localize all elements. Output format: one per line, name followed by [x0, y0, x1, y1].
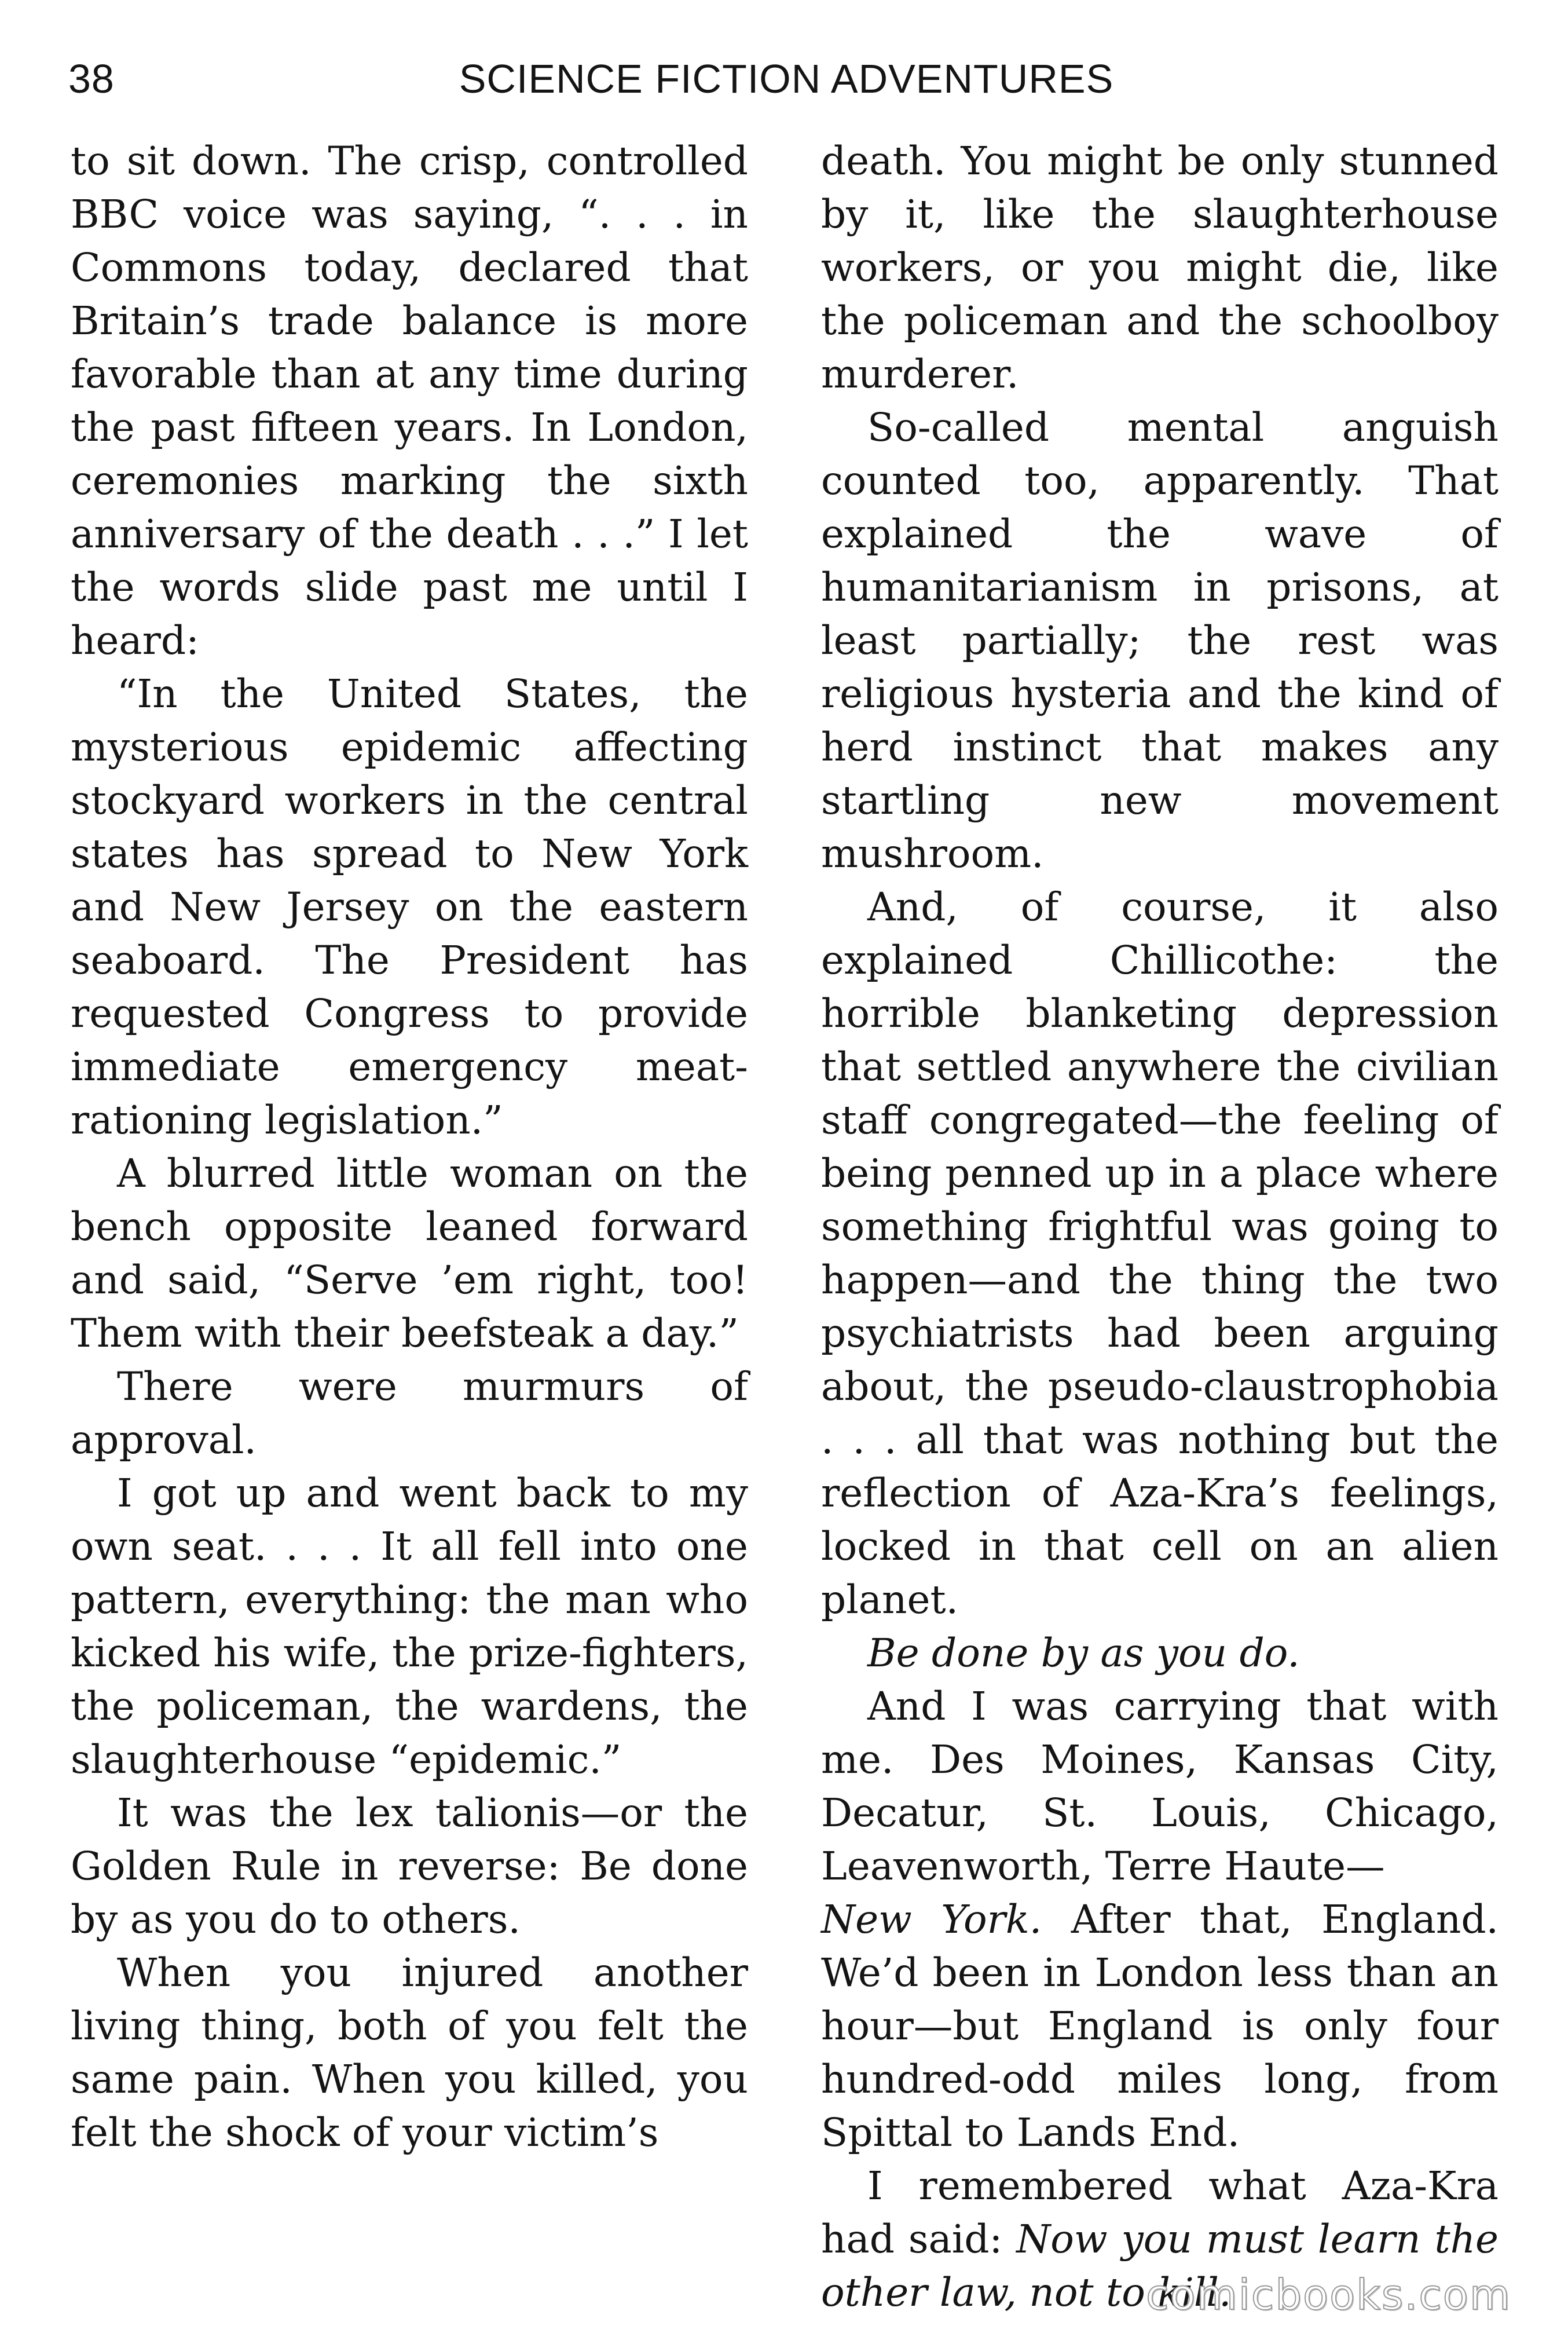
paragraph: “In the United States, the mysterious epidemic affecting stockyard workers in the central states has spread to New York and New Jersey on the eastern seaboard. The President has requested Congress to provide immediate emergency meat-rationing legislation.”	[71, 671, 748, 1143]
right-column	[821, 134, 1499, 2319]
page-number: 38	[68, 56, 115, 101]
italic-text: Now you must learn the other law, not to kill.	[821, 2216, 1499, 2315]
watermark: comicbooks.com	[1145, 2270, 1511, 2319]
running-title: SCIENCE FICTION ADVENTURES	[459, 56, 1114, 101]
italic-text: New York.	[821, 1896, 1042, 1942]
paragraph: It was the lex talionis—or the Golden Rule in reverse: Be done by as you do to others.	[71, 1790, 748, 1942]
paragraph: death. You might be only stunned by it, like the slaughterhouse workers, or you might die, like the policeman and the schoolboy murderer.	[821, 138, 1499, 397]
paragraph: I got up and went back to my own seat. . . . It all fell into one pattern, everything: the man who kicked his wife, the prize-fighters, the policeman, the wardens, the slaughterhouse “epidemic.”	[71, 1470, 748, 1782]
italic-paragraph: Be done by as you do.	[867, 1630, 1300, 1676]
page-header	[68, 56, 1504, 119]
paragraph: A blurred little woman on the bench opposite leaned forward and said, “Serve ’em right, too! Them with their beefsteak a day.”	[71, 1150, 748, 1356]
paragraph: When you injured another living thing, both of you felt the same pain. When you killed, you felt the shock of your victim’s	[71, 1950, 748, 2155]
paragraph: And, of course, it also explained Chillicothe: the horrible blanketing depression that settled anywhere the civilian staff congregated—the feeling of being penned up in a place where something frightful was going to happen—and the thing the two psychiatrists had been arguing about, the pseudo-claustrophobia . . . all that was nothing but the reflection of Aza-Kra’s feelings, locked in that cell on an alien planet.	[821, 884, 1499, 1622]
paragraph	[821, 1893, 1499, 2159]
text: After that, England. We’d been in London less than an hour—but England is only four hundred-odd miles long, from Spittal to Lands End.	[821, 1896, 1499, 2155]
paragraph: There were murmurs of approval.	[71, 1363, 748, 1462]
paragraph: So-called mental anguish counted too, apparently. That explained the wave of humanitarianism in prisons, at least partially; the rest was religious hysteria and the kind of herd instinct that makes any startling new movement mushroom.	[821, 404, 1499, 876]
text: I remembered what Aza-Kra had said:	[821, 2163, 1499, 2262]
paragraph: And I was carrying that with me. Des Moines, Kansas City, Decatur, St. Louis, Chicago, Leavenworth, Terre Haute—	[821, 1683, 1499, 1889]
left-column	[71, 134, 748, 2159]
paragraph: to sit down. The crisp, controlled BBC voice was saying, “. . . in Commons today, declared that Britain’s trade balance is more favorable than at any time during the past fifteen years. In London, ceremonies marking the sixth anniversary of the death . . .” I let the words slide past me until I heard:	[71, 138, 748, 663]
